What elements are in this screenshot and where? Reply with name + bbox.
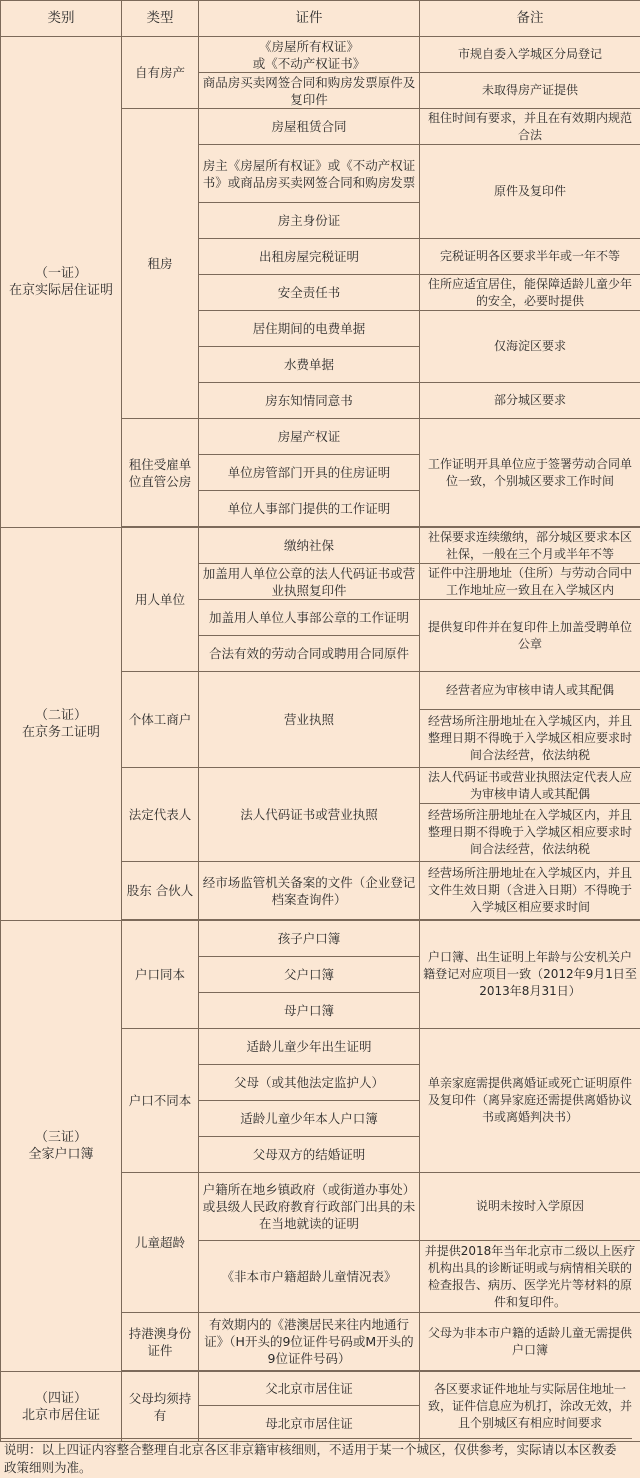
remark-cell: 完税证明各区要求半年或一年不等 bbox=[420, 239, 640, 275]
remark-cell: 经营场所注册地址在入学城区内，并且整理日期不得晚于入学城区相应要求时间合法经营，依法纳税 bbox=[420, 804, 640, 862]
document-cell: 营业执照 bbox=[199, 672, 420, 768]
category-cell bbox=[1, 921, 122, 1372]
category-label: （三证） 全家户口簿 bbox=[28, 1130, 94, 1162]
document-cell: 经市场监管机关备案的文件（企业登记档案查询件） bbox=[199, 862, 420, 920]
header-document: 证件 bbox=[199, 1, 420, 37]
remark-cell: 未取得房产证提供 bbox=[420, 73, 640, 109]
remark-cell: 说明未按时入学原因 bbox=[420, 1173, 640, 1241]
type-cell: 个体工商户 bbox=[122, 672, 199, 768]
document-cell: 安全责任书 bbox=[199, 275, 420, 311]
remark-cell: 租住时间有要求，并且在有效期内规范合法 bbox=[420, 109, 640, 145]
type-cell: 父母均须持有 bbox=[122, 1372, 199, 1442]
remark-cell: 户口簿、出生证明上年龄与公安机关户籍登记对应项目一致（2012年9月1日至2013年8月31日） bbox=[420, 921, 640, 1029]
type-cell: 法定代表人 bbox=[122, 768, 199, 862]
document-cell: 父北京市居住证 bbox=[199, 1372, 420, 1406]
document-cell: 母北京市居住证 bbox=[199, 1406, 420, 1442]
remark-cell: 提供复印件并在复印件上加盖受聘单位公章 bbox=[420, 600, 640, 672]
header-type: 类型 bbox=[122, 1, 199, 37]
document-cell: 缴纳社保 bbox=[199, 528, 420, 564]
type-cell: 股东 合伙人 bbox=[122, 862, 199, 920]
remark-cell: 住所应适宜居住，能保障适龄儿童少年的安全，必要时提供 bbox=[420, 275, 640, 311]
remark-cell: 证件中注册地址（住所）与劳动合同中工作地址应一致且在入学城区内 bbox=[420, 564, 640, 600]
document-cell: 单位房管部门开具的住房证明 bbox=[199, 455, 420, 491]
remark-cell: 社保要求连续缴纳，部分城区要求本区社保，一般在三个月或半年不等 bbox=[420, 528, 640, 564]
table-row bbox=[1, 528, 640, 564]
remark-cell: 工作证明开具单位应于签署劳动合同单位一致，个别城区要求工作时间 bbox=[420, 419, 640, 527]
document-cell: 加盖用人单位公章的法人代码证书或营业执照复印件 bbox=[199, 564, 420, 600]
document-cell: 房屋租赁合同 bbox=[199, 109, 420, 145]
category-cell bbox=[1, 37, 122, 528]
document-cell: 《非本市户籍超龄儿童情况表》 bbox=[199, 1241, 420, 1313]
header-row bbox=[1, 1, 640, 37]
document-cell: 单位人事部门提供的工作证明 bbox=[199, 491, 420, 527]
type-cell: 自有房产 bbox=[122, 37, 199, 109]
category-label: （一证） 在京实际居住证明 bbox=[8, 266, 113, 298]
type-cell: 用人单位 bbox=[122, 528, 199, 672]
document-cell: 户籍所在地乡镇政府（或街道办事处）或县级人民政府教育行政部门出具的未在当地就读的证明 bbox=[199, 1173, 420, 1241]
document-cell: 父母（或其他法定监护人） bbox=[199, 1065, 420, 1101]
document-cell: 合法有效的劳动合同或聘用合同原件 bbox=[199, 636, 420, 672]
document-cell: 法人代码证书或营业执照 bbox=[199, 768, 420, 862]
document-cell: 《房屋所有权证》 或《不动产权证书》 bbox=[199, 37, 420, 73]
document-cell: 房东知情同意书 bbox=[199, 383, 420, 419]
document-cell: 居住期间的电费单据 bbox=[199, 311, 420, 347]
remark-cell: 并提供2018年当年北京市二级以上医疗机构出具的诊断证明或与病情相关联的检查报告、病历、医学光片等材料的原件和复印件。 bbox=[420, 1241, 640, 1313]
type-cell: 租住受雇单位直管公房 bbox=[122, 419, 199, 527]
remark-cell: 原件及复印件 bbox=[420, 145, 640, 239]
footnote: 说明：以上四证内容整合整理自北京各区非京籍审核细则，不适用于某一个城区，仅供参考，实际请以本区教委政策细则为准。 bbox=[0, 1438, 632, 1478]
type-cell: 户口不同本 bbox=[122, 1029, 199, 1173]
document-cell: 母户口簿 bbox=[199, 993, 420, 1029]
document-cell: 房屋产权证 bbox=[199, 419, 420, 455]
type-cell: 户口同本 bbox=[122, 921, 199, 1029]
document-cell: 水费单据 bbox=[199, 347, 420, 383]
document-cell: 适龄儿童少年本人户口簿 bbox=[199, 1101, 420, 1137]
header-category: 类别 bbox=[1, 1, 122, 37]
document-cell: 房主《房屋所有权证》或《不动产权证书》或商品房买卖网签合同和购房发票 bbox=[199, 145, 420, 203]
table-row bbox=[1, 1372, 640, 1406]
category-cell bbox=[1, 1372, 122, 1442]
remark-cell: 单亲家庭需提供离婚证或死亡证明原件及复印件（离异家庭还需提供离婚协议书或离婚判决书） bbox=[420, 1029, 640, 1173]
remark-cell: 父母为非本市户籍的适龄儿童无需提供户口簿 bbox=[420, 1313, 640, 1371]
table-row bbox=[1, 921, 640, 957]
header-remark: 备注 bbox=[420, 1, 640, 37]
remark-cell: 经营者应为审核申请人或其配偶 bbox=[420, 672, 640, 710]
category-label: （四证） 北京市居住证 bbox=[21, 1390, 100, 1423]
document-cell: 适龄儿童少年出生证明 bbox=[199, 1029, 420, 1065]
document-cell: 父户口簿 bbox=[199, 957, 420, 993]
remark-cell: 法人代码证书或营业执照法定代表人应为审核申请人或其配偶 bbox=[420, 768, 640, 804]
table-row bbox=[1, 37, 640, 73]
remark-cell: 各区要求证件地址与实际居住地址一致，证件信息应为机打，涂改无效，并且个别城区有相应时间要求 bbox=[420, 1372, 640, 1442]
document-cell: 出租房屋完税证明 bbox=[199, 239, 420, 275]
remark-cell: 仅海淀区要求 bbox=[420, 311, 640, 383]
remark-cell: 部分城区要求 bbox=[420, 383, 640, 419]
document-cell: 商品房买卖网签合同和购房发票原件及复印件 bbox=[199, 73, 420, 109]
remark-cell: 经营场所注册地址在入学城区内，并且整理日期不得晚于入学城区相应要求时间合法经营，依法纳税 bbox=[420, 710, 640, 768]
document-cell: 孩子户口簿 bbox=[199, 921, 420, 957]
document-cell: 有效期内的《港澳居民来往内地通行证》（H开头的9位证件号码或M开头的9位证件号码） bbox=[199, 1313, 420, 1371]
type-cell: 儿童超龄 bbox=[122, 1173, 199, 1313]
type-cell: 租房 bbox=[122, 109, 199, 419]
category-label: （二证） 在京务工证明 bbox=[21, 708, 100, 740]
remark-cell: 经营场所注册地址在入学城区内，并且文件生效日期（含进入日期）不得晚于入学城区相应要求时间 bbox=[420, 862, 640, 920]
remark-cell: 市规自委入学城区分局登记 bbox=[420, 37, 640, 73]
document-cell: 加盖用人单位人事部公章的工作证明 bbox=[199, 600, 420, 636]
document-cell: 房主身份证 bbox=[199, 203, 420, 239]
type-cell: 持港澳身份证件 bbox=[122, 1313, 199, 1371]
document-cell: 父母双方的结婚证明 bbox=[199, 1137, 420, 1173]
category-cell bbox=[1, 528, 122, 921]
